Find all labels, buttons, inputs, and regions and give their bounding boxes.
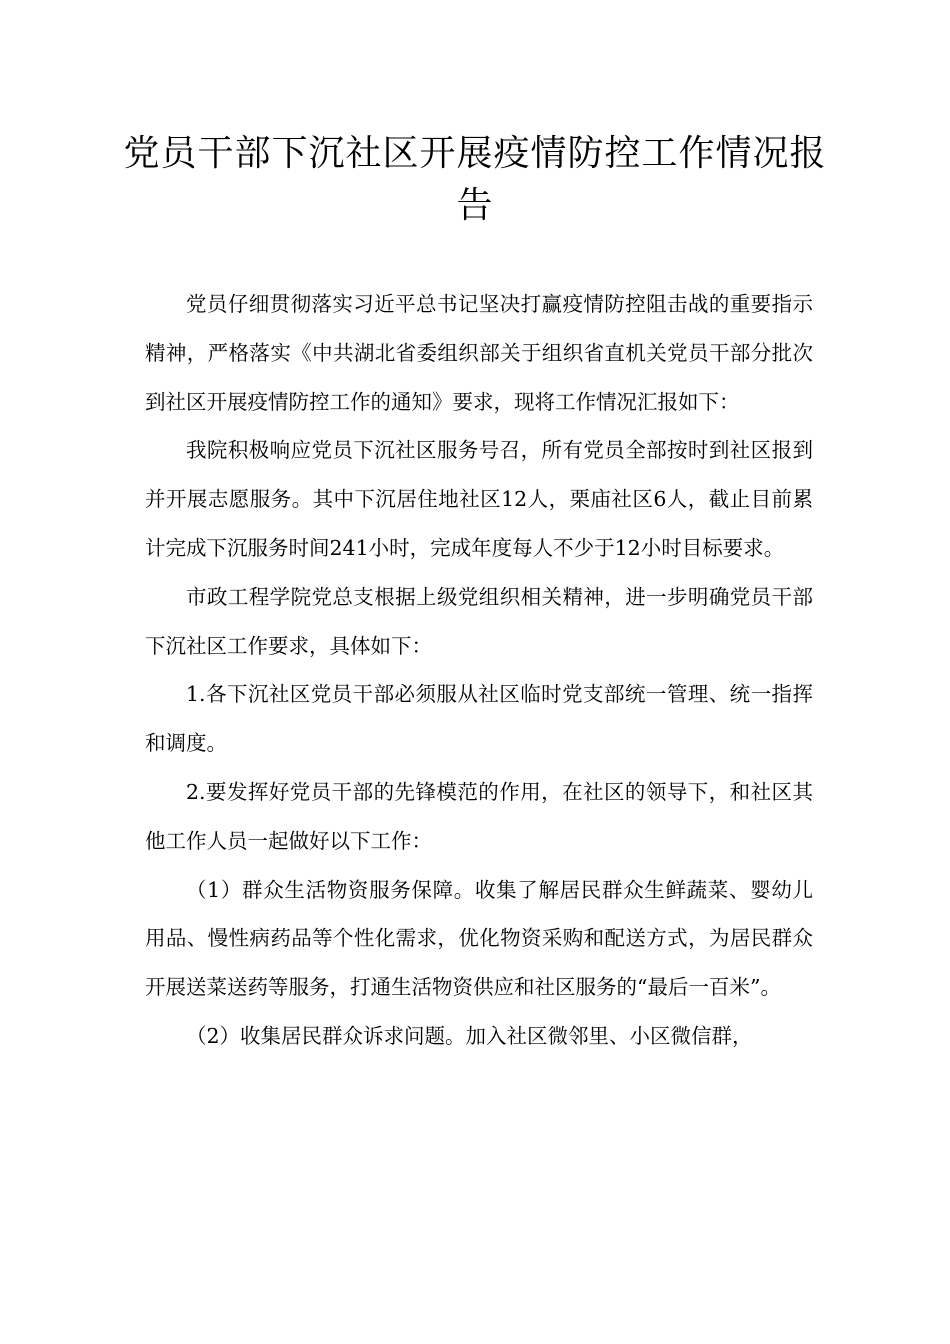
paragraph-intro: 党员仔细贯彻落实习近平总书记坚决打赢疫情防控阻击战的重要指示精神，严格落实《中共湖北省委组织部关于组织省直机关党员干部分批次到社区开展疫情防控工作的通知》要求，现将工作情况汇报如下： xyxy=(145,292,813,414)
paragraph-item-1: 1.各下沉社区党员干部必须服从社区临时党支部统一管理、统一指挥和调度。 xyxy=(145,682,813,756)
paragraph-subitem-1: （1）群众生活物资服务保障。收集了解居民群众生鲜蔬菜、婴幼儿用品、慢性病药品等个性化需求，优化物资采购和配送方式，为居民群众开展送菜送药等服务，打通生活物资供应和社区服务的“最后一百米”。 xyxy=(145,877,813,1000)
document-title: 党员干部下沉社区开展疫情防控工作情况报告 xyxy=(123,133,827,226)
paragraph-requirements: 市政工程学院党总支根据上级党组织相关精神，进一步明确党员干部下沉社区工作要求，具体如下： xyxy=(145,584,813,658)
paragraph-community-service: 我院积极响应党员下沉社区服务号召，所有党员全部按时到社区报到并开展志愿服务。其中下沉居住地社区12人，栗庙社区6人，截止目前累计完成下沉服务时间241小时，完成年度每人不少于12小时目标要求。 xyxy=(145,438,813,560)
document-body xyxy=(145,280,813,1061)
paragraph-item-2: 2.要发挥好党员干部的先锋模范的作用，在社区的领导下，和社区其他工作人员一起做好以下工作： xyxy=(145,779,813,853)
paragraph-subitem-2: （2）收集居民群众诉求问题。加入社区微邻里、小区微信群， xyxy=(186,1023,753,1048)
